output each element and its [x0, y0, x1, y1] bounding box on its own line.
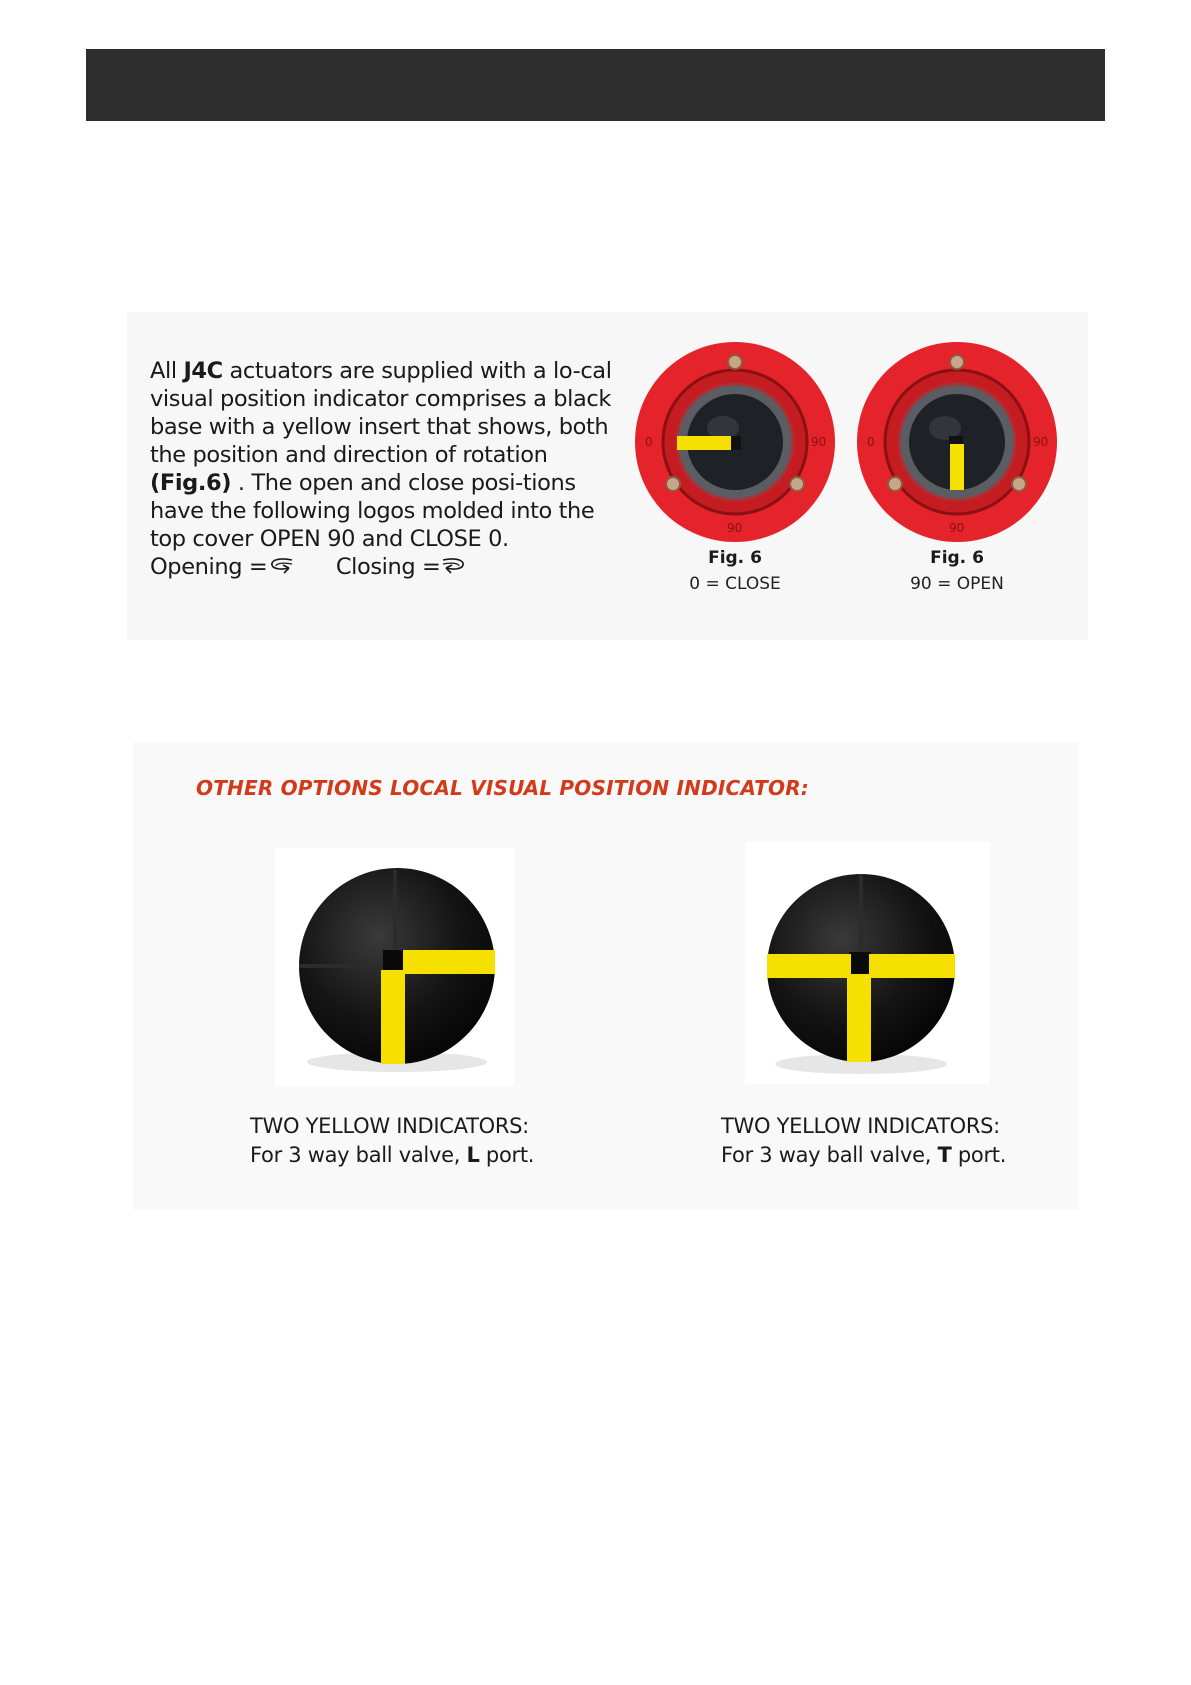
indicator-t-port-image — [745, 842, 990, 1084]
indicator-description: All J4C actuators are supplied with a lo-cal visual position indicator comprises a black base with a yellow insert that shows, both the position and direction of rotation (Fig.6) . The open and close posi-tions have the following logos molded into the top cover OPEN 90 and CLOSE 0. Opening = Closing = — [150, 357, 620, 584]
actuator-close-image — [633, 340, 837, 544]
closing-label: Closing = — [335, 554, 441, 580]
other-options-title: OTHER OPTIONS LOCAL VISUAL POSITION INDICATOR: — [196, 776, 810, 800]
l-port-caption-line2: For 3 way ball valve, L port. — [250, 1143, 535, 1167]
figure-title: Fig. 6 — [708, 548, 762, 568]
actuator-open-image — [855, 340, 1059, 544]
counterclockwise-arrow-icon — [267, 555, 295, 584]
mark-bottom: 90 — [727, 521, 743, 535]
indicator-l-port-image — [275, 848, 515, 1086]
l-port-caption — [250, 1112, 534, 1170]
t-port-caption-line1: TWO YELLOW INDICATORS: — [721, 1114, 1000, 1138]
port-letter: T — [937, 1143, 952, 1167]
figure-title: Fig. 6 — [930, 548, 984, 568]
t-port-caption — [721, 1112, 1006, 1170]
port-letter: L — [466, 1143, 480, 1167]
model-name: J4C — [183, 358, 223, 384]
figure-caption: 90 = OPEN — [910, 574, 1004, 594]
mark-bottom: 90 — [949, 521, 965, 535]
mark-left: 0 — [645, 435, 653, 449]
clockwise-arrow-icon — [440, 555, 468, 584]
mark-right: 90 — [811, 435, 827, 449]
figure-open-position — [852, 340, 1062, 594]
figure-reference: (Fig.6) — [150, 470, 232, 496]
opening-label: Opening = — [150, 554, 268, 580]
figure-caption: 0 = CLOSE — [689, 574, 781, 594]
l-port-caption-line1: TWO YELLOW INDICATORS: — [250, 1114, 529, 1138]
header-bar — [86, 49, 1105, 121]
mark-left: 0 — [867, 435, 875, 449]
t-port-caption-line2: For 3 way ball valve, T port. — [721, 1143, 1007, 1167]
mark-right: 90 — [1033, 435, 1049, 449]
figure-close-position — [630, 340, 840, 594]
